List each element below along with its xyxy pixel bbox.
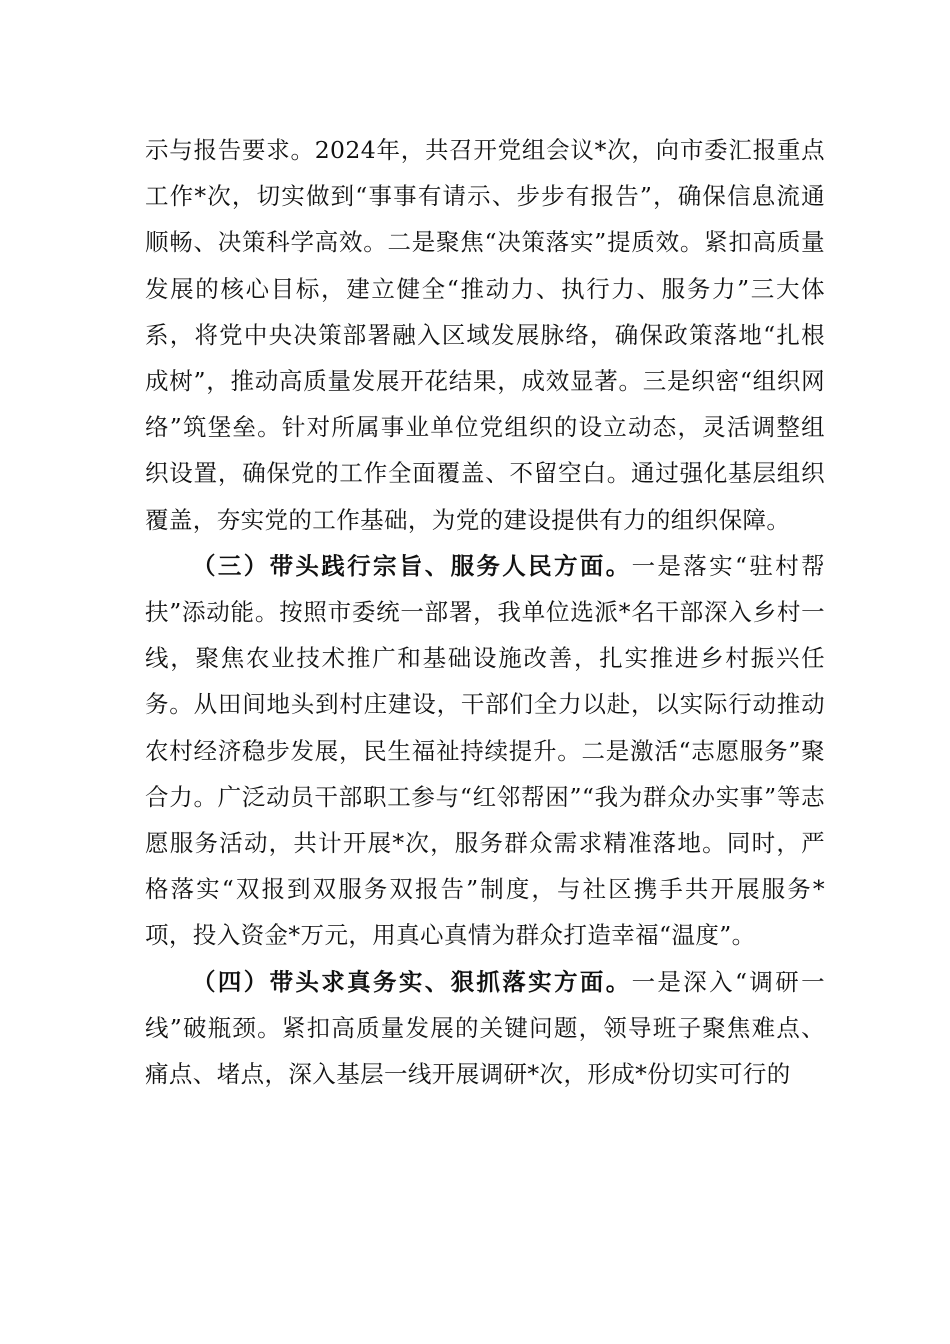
paragraph-section-three: [145, 543, 825, 959]
paragraph-continuation: [145, 127, 825, 543]
section-heading: （四）带头求真务实、狠抓落实方面。: [192, 967, 632, 996]
paragraph-section-four: [145, 959, 825, 1098]
paragraph-text: 示与报告要求。2024年，共召开党组会议*次，向市委汇报重点工作*次，切实做到“事事有请示、步步有报告”，确保信息流通顺畅、决策科学高效。二是聚焦“决策落实”提质效。紧扣高质量发展的核心目标，建立健全“推动力、执行力、服务力”三大体系，将党中央决策部署融入区域发展脉络，确保政策落地“扎根成树”，推动高质量发展开花结果，成效显著。三是织密“组织网络”筑堡垒。针对所属事业单位党组织的设立动态，灵活调整组织设置，确保党的工作全面覆盖、不留空白。通过强化基层组织覆盖，夯实党的工作基础，为党的建设提供有力的组织保障。: [145, 136, 825, 534]
paragraph-text: 一是深入“调研一线”破瓶颈。紧扣高质量发展的关键问题，领导班子聚焦难点、痛点、堵点，深入基层一线开展调研*次，形成*份切实可行的: [145, 967, 825, 1089]
section-heading: （三）带头践行宗旨、服务人民方面。: [192, 551, 632, 580]
document-body: [145, 127, 825, 1097]
paragraph-text: 一是落实“驻村帮扶”添动能。按照市委统一部署，我单位选派*名干部深入乡村一线，聚焦农业技术推广和基础设施改善，扎实推进乡村振兴任务。从田间地头到村庄建设，干部们全力以赴，以实际行动推动农村经济稳步发展，民生福祉持续提升。二是激活“志愿服务”聚合力。广泛动员干部职工参与“红邻帮困”“我为群众办实事”等志愿服务活动，共计开展*次，服务群众需求精准落地。同时，严格落实“双报到双服务双报告”制度，与社区携手共开展服务*项，投入资金*万元，用真心真情为群众打造幸福“温度”。: [145, 551, 825, 950]
